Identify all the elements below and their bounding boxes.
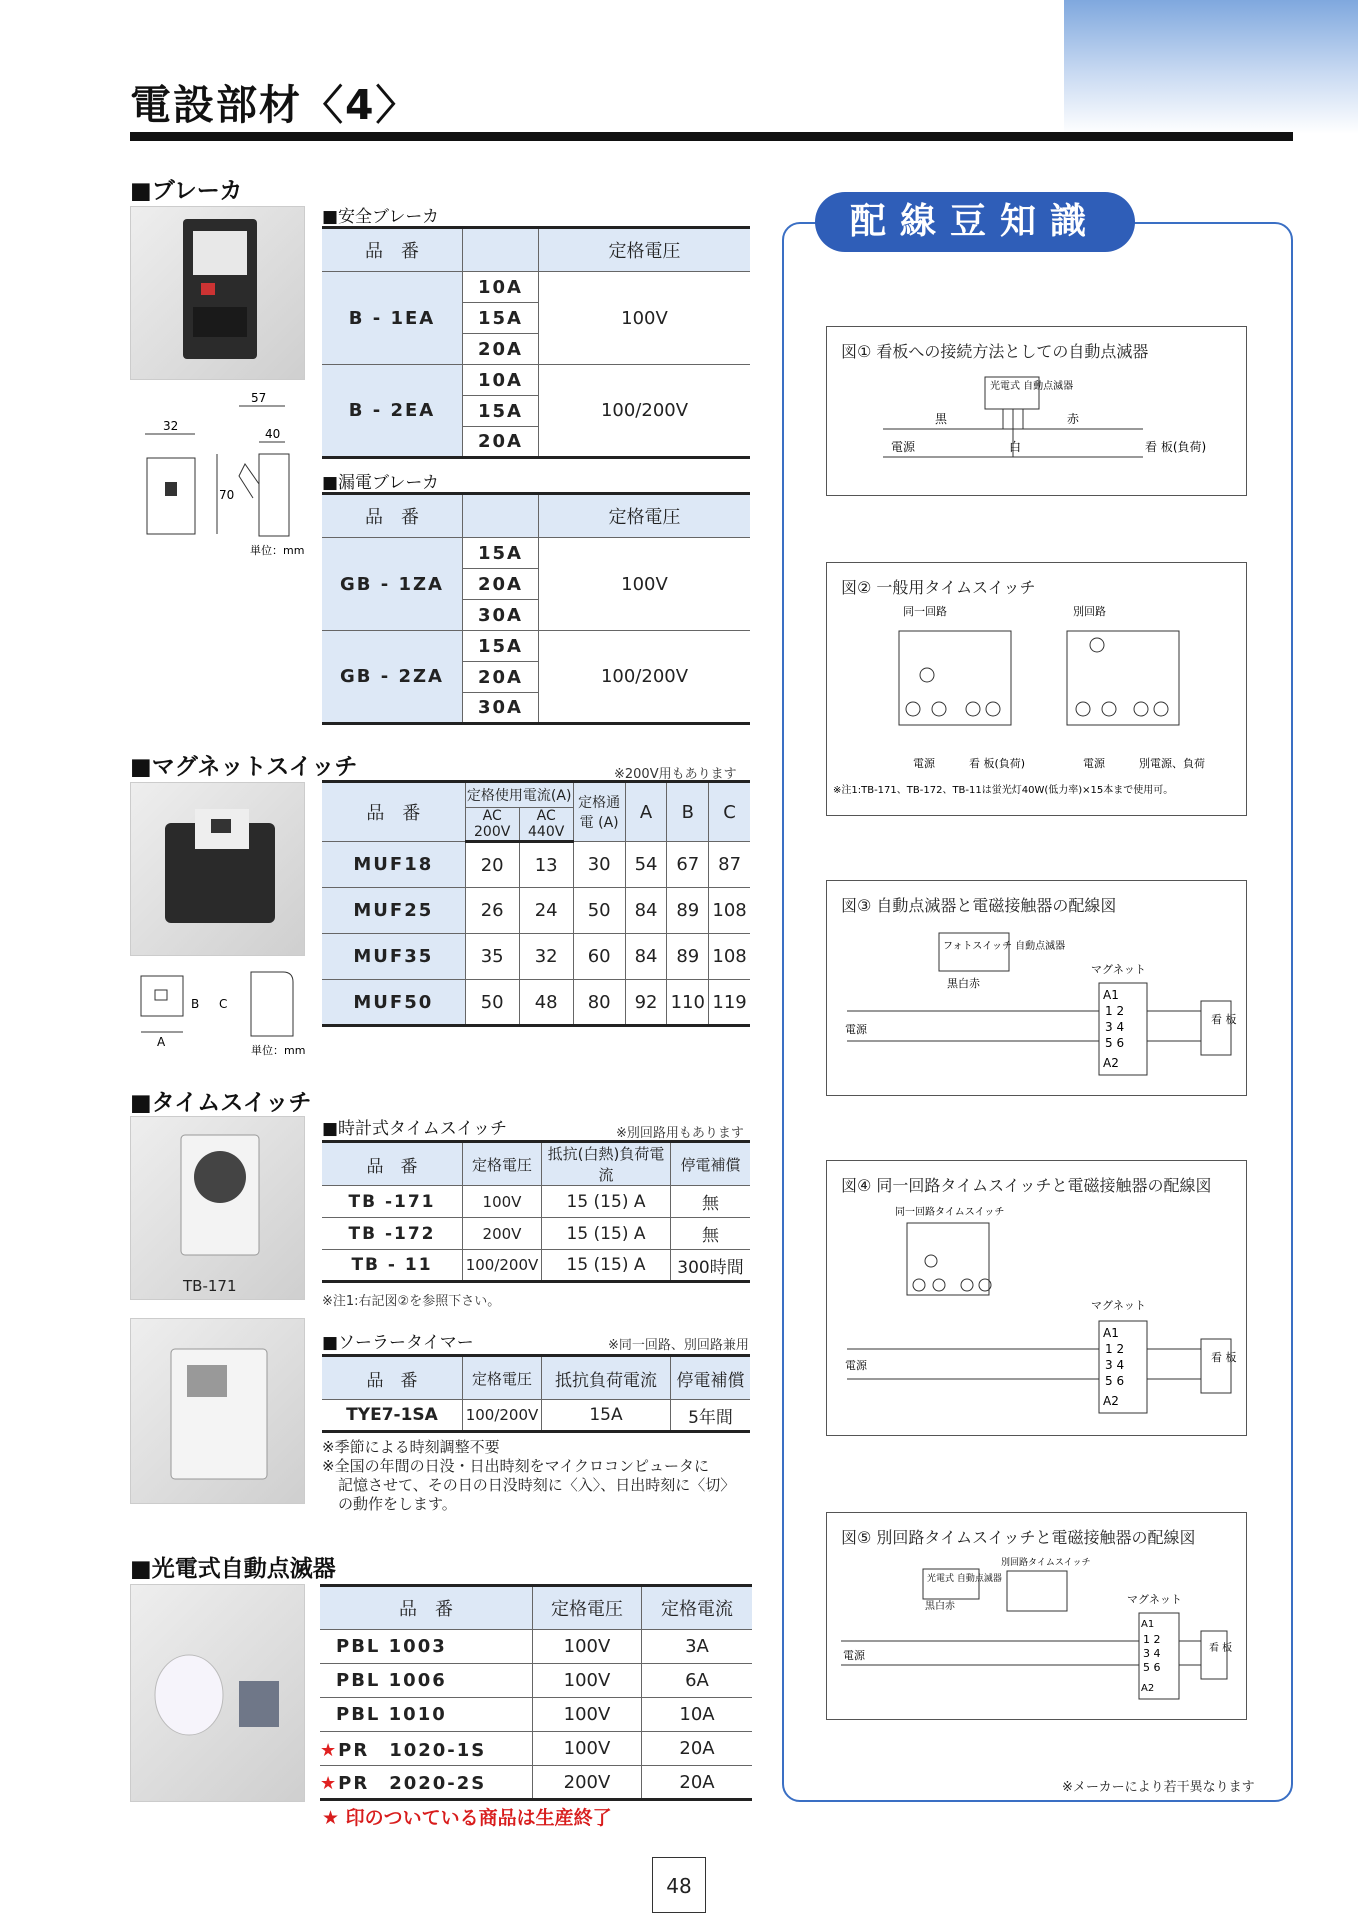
svg-text:5 6: 5 6 (1105, 1374, 1125, 1388)
svg-text:フォトスイッチ 自動点滅器: フォトスイッチ 自動点滅器 (943, 941, 1066, 952)
magnet-dimension-drawing (133, 966, 313, 1058)
solar-timer-photo (130, 1318, 305, 1504)
clock-switch-footnote: ※注1:右記図②を参照下さい。 (322, 1294, 501, 1309)
figure-4: 図④ 同一回路タイムスイッチと電磁接触器の配線図 同一回路タイムスイッチ マグネット A1 1 2 3 4 5 6 A2 看 板 電源 (826, 1160, 1247, 1436)
svg-text:B: B (191, 997, 200, 1011)
wiring-footnote: ※メーカーにより若干異なります (1062, 1780, 1255, 1795)
clock-switch-label: ■時計式タイムスイッチ (322, 1119, 508, 1139)
magnet-photo (130, 782, 305, 956)
svg-text:3 4: 3 4 (1105, 1020, 1125, 1034)
magnet-table: 品 番 定格使用電流(A) 定格通電 (A) A B C AC 200V AC 440V MUF18 20 13 30 54 67 87 MUF25 26 24 50 84 89 108 MUF35 35 32 60 84 89 108 MUF50 50 48 80 92 110 119 (322, 780, 750, 1027)
svg-text:同一回路: 同一回路 (903, 605, 947, 618)
leak-breaker-table: 品 番 定格電圧 GB - 1ZA 15A 100V 20A 30A GB - 2ZA 15A 100/200V 20A 30A (322, 492, 750, 725)
svg-text:看 板(負荷): 看 板(負荷) (969, 757, 1026, 770)
clock-switch-table: 品 番 定格電圧 抵抗(白熱)負荷電流 停電補償 TB -171 100V 15 (15) A 無 TB -172 200V 15 (15) A 無 TB - 11 100/200V 15 (15) A 300時間 (322, 1140, 750, 1283)
figure-1: 図① 看板への接続方法としての自動点滅器 光電式 自動点滅器 黒 赤 白 電源 看 板(負荷) (826, 326, 1247, 496)
svg-text:別回路タイムスイッチ: 別回路タイムスイッチ (1001, 1558, 1091, 1568)
figure-3: 図③ 自動点滅器と電磁接触器の配線図 フォトスイッチ 自動点滅器 黒白赤 マグネット A1 1 2 3 4 5 6 A2 看 板 電源 (826, 880, 1247, 1096)
magnet-note: ※200V用もあります (614, 767, 737, 782)
svg-text:黒白赤: 黒白赤 (947, 977, 980, 990)
svg-text:黒白赤: 黒白赤 (925, 1601, 955, 1612)
svg-text:マグネット: マグネット (1127, 1593, 1182, 1606)
photo-switch-table: 品 番 定格電圧 定格電流 PBL 1003 100V 3A PBL 1006 100V 6A PBL 1010 100V 10A ★PR 1020-1S 100V 20A ★PR 2020-2S 200V 20A (320, 1584, 752, 1801)
svg-text:看 板: 看 板 (1209, 1643, 1233, 1654)
svg-text:電源: 電源 (845, 1359, 867, 1372)
page-title: 電設部材〈4〉 (130, 81, 419, 129)
figure-5: 図⑤ 別回路タイムスイッチと電磁接触器の配線図 光電式 自動点滅器 別回路タイムスイッチ 黒白赤 マグネット A1 1 2 3 4 5 6 A2 看 板 電源 (826, 1512, 1247, 1720)
svg-text:白: 白 (1009, 440, 1022, 454)
svg-text:A2: A2 (1141, 1683, 1155, 1694)
breaker-image (131, 207, 304, 379)
dim-32: 32 (163, 419, 179, 433)
svg-text:看 板: 看 板 (1211, 1351, 1237, 1364)
tb171-image (131, 1117, 304, 1267)
svg-text:単位：mm: 単位：mm (251, 1044, 306, 1057)
dim-70: 70 (219, 488, 235, 502)
svg-text:A2: A2 (1103, 1056, 1119, 1070)
svg-text:同一回路タイムスイッチ: 同一回路タイムスイッチ (895, 1207, 1005, 1218)
svg-text:光電式 自動点滅器: 光電式 自動点滅器 (990, 381, 1074, 392)
svg-text:別電源、負荷: 別電源、負荷 (1139, 757, 1205, 770)
tb171-caption: TB-171 (183, 1277, 237, 1295)
svg-text:電源: 電源 (845, 1023, 867, 1036)
safety-breaker-table: 品 番 定格電圧 B - 1EA 10A 100V 15A 20A B - 2EA 10A 100/200V 15A 20A (322, 226, 750, 459)
dim-40: 40 (265, 427, 281, 441)
svg-text:電源: 電源 (1083, 757, 1105, 770)
figure-2: 図② 一般用タイムスイッチ 同一回路 別回路 電源 看 板(負荷) 電源 別電源、負荷 ※注1:TB-171、TB-172、TB-11は蛍光灯40W(低力率)×15本まで使用可。 (826, 562, 1247, 816)
solar-timer-notes: ※季節による時刻調整不要 ※全国の年間の日没・日出時刻をマイクロコンピュータに 記憶させて、その日の日没時刻に〈入〉、日出時刻に〈切〉 の動作をします。 (322, 1438, 736, 1513)
svg-text:A1: A1 (1103, 1326, 1119, 1340)
clock-switch-note: ※別回路用もあります (616, 1126, 744, 1141)
svg-text:A2: A2 (1103, 1394, 1119, 1408)
svg-text:3 4: 3 4 (1105, 1358, 1125, 1372)
page-number: 48 (652, 1857, 706, 1913)
leak-breaker-label: ■漏電ブレーカ (322, 473, 440, 493)
svg-text:5 6: 5 6 (1105, 1036, 1125, 1050)
breaker-heading: ■ブレーカ (130, 178, 243, 204)
svg-text:電源: 電源 (891, 440, 916, 454)
svg-text:1 2: 1 2 (1105, 1342, 1125, 1356)
svg-text:電源: 電源 (913, 757, 935, 770)
discontinued-note: ★ 印のついている商品は生産終了 (322, 1807, 612, 1829)
svg-text:赤: 赤 (1067, 412, 1080, 426)
wiring-panel-title: 配線豆知識 (815, 192, 1135, 252)
breaker-photo (130, 206, 305, 380)
title-rule (130, 132, 1293, 141)
solar-timer-label: ■ソーラータイマー (322, 1333, 474, 1353)
solar-timer-image (131, 1319, 304, 1503)
svg-text:マグネット: マグネット (1091, 1299, 1146, 1312)
model-cell: B - 1EA (322, 272, 463, 365)
svg-text:5 6: 5 6 (1143, 1661, 1161, 1674)
svg-text:マグネット: マグネット (1091, 963, 1146, 976)
svg-text:光電式 自動点滅器: 光電式 自動点滅器 (927, 1574, 1002, 1584)
safety-breaker-label: ■安全ブレーカ (322, 207, 440, 227)
svg-text:黒: 黒 (935, 412, 948, 426)
corner-gradient (1064, 0, 1358, 134)
solar-timer-note: ※同一回路、別回路兼用 (608, 1338, 749, 1353)
svg-text:電源: 電源 (843, 1649, 865, 1662)
photo-switch-image (131, 1585, 304, 1801)
svg-text:C: C (219, 997, 228, 1011)
timeswitch-heading: ■タイムスイッチ (130, 1090, 312, 1116)
photo-switch-heading: ■光電式自動点滅器 (130, 1556, 336, 1582)
dim-57: 57 (251, 391, 267, 405)
svg-text:3 4: 3 4 (1143, 1647, 1161, 1660)
magnet-heading: ■マグネットスイッチ (130, 754, 358, 780)
solar-timer-table: 品 番 定格電圧 抵抗負荷電流 停電補償 TYE7-1SA 100/200V 15A 5年間 (322, 1354, 750, 1433)
breaker-dimension-drawing (135, 384, 310, 564)
svg-text:A: A (157, 1035, 166, 1049)
tb171-photo (130, 1116, 305, 1300)
col-model: 品 番 (322, 228, 463, 272)
magnet-image (131, 783, 304, 955)
photo-switch-photo (130, 1584, 305, 1802)
svg-text:別回路: 別回路 (1073, 605, 1106, 618)
svg-text:看 板: 看 板 (1211, 1013, 1237, 1026)
svg-text:※注1:TB-171、TB-172、TB-11は蛍光灯40W: ※注1:TB-171、TB-172、TB-11は蛍光灯40W(低力率)×15本まで使用可。 (833, 785, 1174, 796)
svg-text:看 板(負荷): 看 板(負荷) (1145, 440, 1207, 454)
col-voltage: 定格電圧 (539, 228, 751, 272)
svg-text:1 2: 1 2 (1143, 1633, 1161, 1646)
svg-text:A1: A1 (1141, 1619, 1155, 1630)
dim-unit: 単位：mm (250, 544, 305, 557)
svg-text:A1: A1 (1103, 988, 1119, 1002)
svg-text:1 2: 1 2 (1105, 1004, 1125, 1018)
